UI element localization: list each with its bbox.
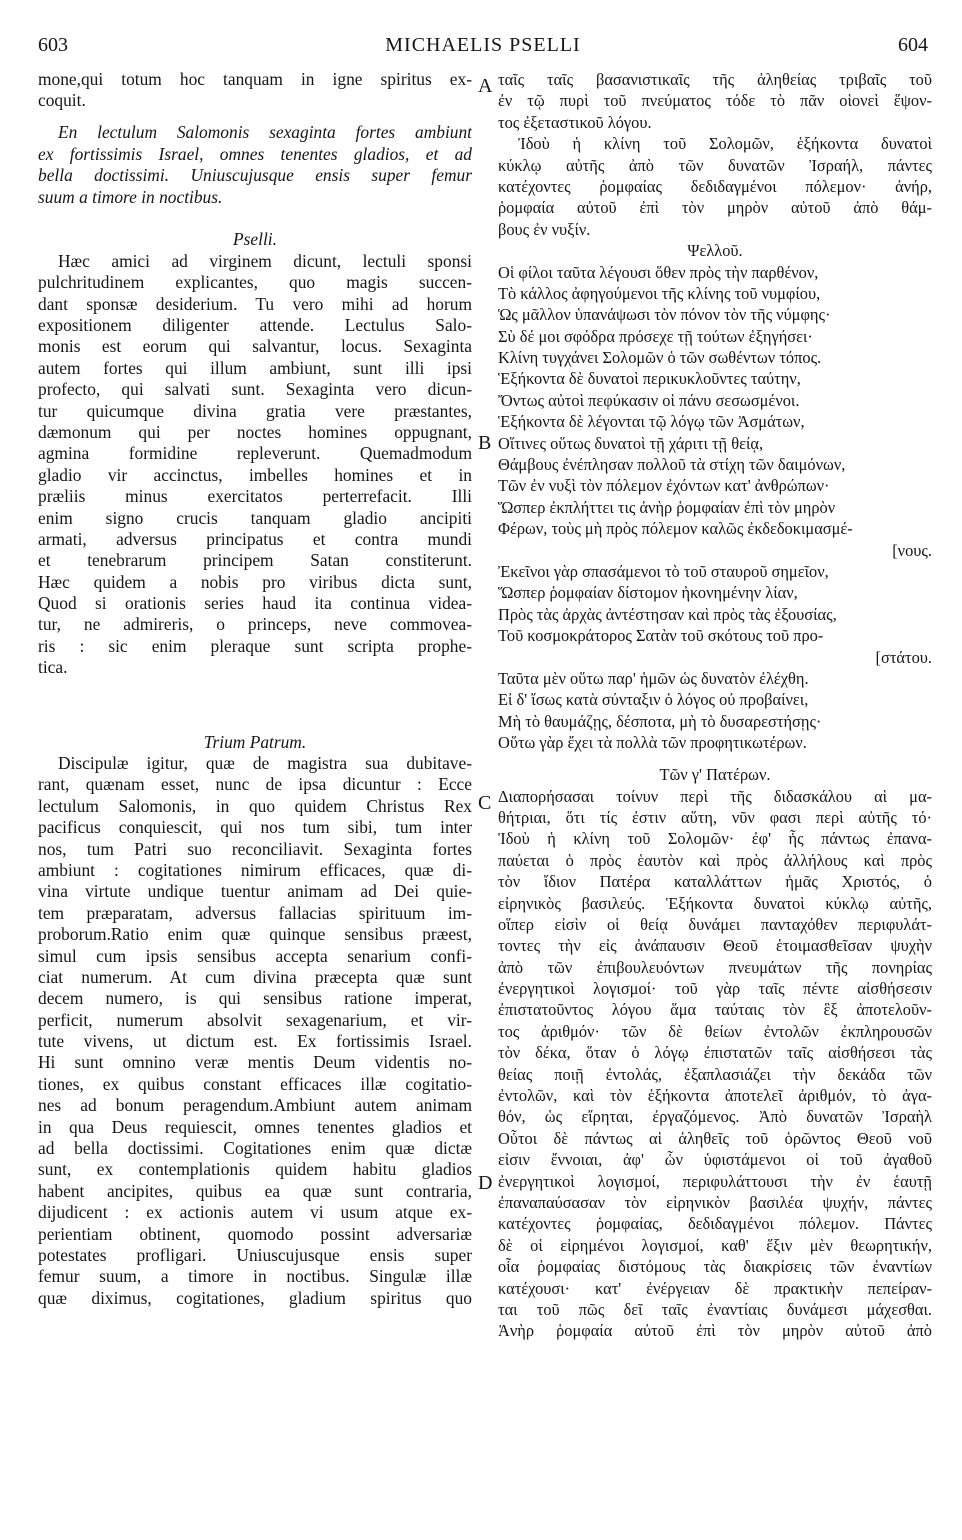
text-line: expositionem diligenter attende. Lectulus Salo- <box>38 314 472 335</box>
text-line: tica. <box>38 657 68 678</box>
scripture-line: ῥομφαία αὐτοῦ ἐπὶ τὸν μηρὸν αὐτοῦ ἀπὸ θάμ- <box>498 198 932 218</box>
text-line: proborum.Ratio enim quæ quinque sensibus præest, <box>38 924 472 945</box>
scripture-line: Ἰδοὺ ἡ κλίνη τοῦ Σολομῶν, ἑξήκοντα δυνατοὶ <box>518 134 932 154</box>
text-line: ἐν τῷ πυρὶ τοῦ πνεύματος τόδε τὸ πᾶν οἱονεὶ ἕψον- <box>498 91 932 111</box>
text-line: nes ad bonum peragendum.Ambiunt autem animam <box>38 1095 472 1116</box>
text-line: enim signo crucis tanquam gladio ancipiti <box>38 507 472 528</box>
text-line: sunt, ex contemplationis quidem habitu gladios <box>38 1159 472 1180</box>
text-line: femur suum, a timore in noctibus. Singulæ illæ <box>38 1266 472 1287</box>
text-line: tem præparatam, adversus fallacias spirituum im- <box>38 902 472 923</box>
text-line: nos, tum Patri suo reconciliavit. Sexaginta fortes <box>38 838 472 859</box>
page-header <box>38 34 928 58</box>
scripture-line: κύκλῳ αὐτῆς ἀπὸ τῶν δυνατῶν Ἰσραήλ, πάντες <box>498 155 932 175</box>
margin-letter-d: D <box>478 1172 493 1194</box>
text-line: εἰρηνικὸς βασιλεύς. Ἑξήκοντα δυνατοὶ κύκλῳ αὐτῆς, <box>498 893 932 913</box>
page-number-left: 603 <box>38 34 68 56</box>
text-line: pacificus conquiescit, qui nos tum sibi, tum inter <box>38 817 472 838</box>
text-line: tiones, ex quibus constant efficaces illæ cogitatio- <box>38 1073 472 1094</box>
verse-line: Κλίνη τυγχάνει Σολομῶν ὁ τῶν σωθέντων τόπος. <box>498 348 822 368</box>
verse-line: Ἑξήκοντα δὲ λέγονται τῷ λόγῳ τῶν Ἀσμάτων, <box>498 412 805 432</box>
verse-continuation: [στάτου. <box>875 647 932 667</box>
text-line: ἐπαναπαύσασαν τὸν εἰρηνικὸν βασιλέα ψυχήν, πάντες <box>498 1193 932 1212</box>
verse-line: Σὺ δέ μοι σφόδρα πρόσεχε τῇ τούτων ἐξηγήσει· <box>498 326 813 346</box>
section-heading: Ψελλοῦ. <box>687 241 743 261</box>
margin-letter-c: C <box>478 792 492 814</box>
text-line: Ἀνὴρ ῥομφαία αὐτοῦ ἐπὶ τὸν μηρὸν αὐτοῦ ἀπὸ <box>498 1321 932 1341</box>
verse-line: Τὸ κάλλος ἀφηγούμενοι τῆς κλίνης τοῦ νυμφίου, <box>498 283 821 303</box>
verse-continuation: [νους. <box>892 540 932 560</box>
verse-line: Ἐκεῖνοι γὰρ σπασάμενοι τὸ τοῦ σταυροῦ σημεῖον, <box>498 561 829 581</box>
text-line: οἵπερ εἰσὶν οἱ θείᾳ δυνάμει πανταχόθεν περιφυλάτ- <box>498 914 932 934</box>
verse-line: Φέρων, τοὺς μὴ πρὸς πόλεμον καλῶς ἐκδεδοκιμασμέ- <box>498 519 853 539</box>
text-line: Hi sunt omnino veræ mentis Deum videntis no- <box>38 1052 472 1073</box>
verse-line: Θάμβους ἐνέπλησαν πολλοῦ τὰ στίχη τῶν δαιμόνων, <box>498 455 846 475</box>
text-line: ἀπὸ τῶν ἐπιβουλευόντων πνευμάτων τῆς πονηρίας <box>498 957 932 977</box>
scripture-line: bella doctissimi. Uniuscujusque ensis super femur <box>38 165 472 186</box>
scripture-line: suum a timore in noctibus. <box>38 186 223 207</box>
text-line: simul cum ipsis sensibus accepta senarium confi- <box>38 945 472 966</box>
text-line: Hæc quidem a nobis pro viribus dicta sunt, <box>38 571 472 592</box>
verse-line: Ὥσπερ ῥομφαίαν δίστομον ἠκονημένην λίαν, <box>498 583 798 603</box>
text-line: gladio vir accinctus, imbelles homines et in <box>38 464 472 485</box>
text-line: ἐπιστατοῦντος λόγου ἅμα ταύταις τὸν ἓξ ἀποτελοῦν- <box>498 1000 932 1020</box>
scripture-line: κατέχοντες ῥομφαίας δεδιδαγμένοι πόλεμον· ἀνήρ, <box>498 176 932 196</box>
text-line: perficit, numerum absolvit sexagenarium, et vir- <box>38 1009 472 1030</box>
scripture-line: βους ἐν νυξίν. <box>498 219 591 239</box>
text-line: tute vivens, ut dictum est. Ex fortissimis Israel. <box>38 1031 472 1052</box>
text-line: rant, quænam esset, nunc de ipsa dicuntur : Ecce <box>38 774 472 795</box>
text-line: οἷα ῥομφαίας διστόμους τὰς διακρίσεις τῶν ἐναντίων <box>498 1257 932 1277</box>
verse-line: Ὥσπερ ἐκπλήττει τις ἀνὴρ ῥομφαίαν ἐπὶ τὸν μηρὸν <box>498 497 836 517</box>
text-line: θόν, ὡς εἴρηται, ἐργαζόμενος. Ἀπὸ δυνατῶν Ἰσραὴλ <box>498 1107 932 1127</box>
verse-line: Πρὸς τὰς ἀρχὰς ἀντέστησαν καὶ πρὸς τὰς ἐξουσίας, <box>498 604 837 624</box>
text-line: mone,qui totum hoc tanquam in igne spiritus ex- <box>38 69 472 89</box>
text-line: τος ἀριθμόν· τῶν δὲ θείων ἐντολῶν ἐκπληρουσῶν <box>498 1021 932 1041</box>
verse-line: Οἵτινες οὕτως δυνατοὶ τῇ χάριτι τῇ θείᾳ, <box>498 433 764 453</box>
text-line: τὸν ἴδιον Πατέρα καταλλάττων ἡμᾶς Χριστός, ὁ <box>498 872 932 892</box>
text-line: tur quicumque divina gratia vere præstantes, <box>38 400 472 421</box>
text-line: Hæc amici ad virginem dicunt, lectuli sponsi <box>58 250 472 271</box>
text-line: ris : sic enim pleraque sunt scripta prophe- <box>38 635 472 656</box>
text-line: dæmonum qui per noctes homines oppugnant, <box>38 421 472 442</box>
text-line: quæ diximus, cogitationes, gladium spiritus quo <box>38 1287 472 1308</box>
verse-line: Ταῦτα μὲν οὕτω παρ' ἡμῶν ὡς δυνατὸν ἐλέχθη. <box>498 668 809 688</box>
text-line: εἰσιν ἔννοιαι, ἀφ' ὧν ὑφιστάμενοι οἱ τοῦ ἀγαθοῦ <box>498 1150 932 1170</box>
scripture-line: En lectulum Salomonis sexaginta fortes ambiunt <box>58 122 472 143</box>
text-line: dant sponsæ desiderium. Tu vero mihi ad horum <box>38 293 472 314</box>
verse-line: Ὡς μᾶλλον ὑπανάψωσι τὸν πόνον τὸν τῆς νύμφης· <box>498 305 831 325</box>
text-line: ταῖς ταῖς βασανιστικαῖς τῆς ἀληθείας τριβαῖς τοῦ <box>498 70 932 89</box>
section-heading: Pselli. <box>233 229 277 250</box>
text-line: decem numero, is qui sensibus ratione imperat, <box>38 988 472 1009</box>
greek-column <box>498 69 932 1342</box>
verse-line: Τοῦ κοσμοκράτορος Σατὰν τοῦ σκότους τοῦ προ- <box>498 626 824 646</box>
text-line: armati, adversus principatus et contra mundi <box>38 528 472 549</box>
text-line: δὲ οἱ εἰρημένοι λογισμοί, καθ' ἕξιν μὲν θεωρητικήν, <box>498 1235 932 1255</box>
verse-line: Ὄντως αὐτοὶ πεφύκασιν οἱ πάνυ σεσωσμένοι. <box>498 390 800 410</box>
text-line: Ἰδοὺ ἡ κλίνη τοῦ Σολομῶν· ἐφ' ἧς πάντως ἐπανα- <box>498 829 932 849</box>
text-line: ambiunt : cogitationes nimirum efficaces, quæ di- <box>38 859 472 880</box>
text-line: ἐντολῶν, καὶ τὸν ἑξήκοντα ἀποτελεῖ ἀριθμόν, τὸ ἀγα- <box>498 1086 932 1106</box>
verse-line: Μὴ τὸ θαυμάζῃς, δέσποτα, μὴ τὸ δυσαρεστήσῃς· <box>498 711 822 731</box>
text-line: autem fortes qui illum ambiunt, sunt illi ipsi <box>38 357 472 378</box>
text-line: agmina formidine repleverunt. Quemadmodum <box>38 443 472 464</box>
text-line: coquit. <box>38 90 86 111</box>
running-title: MICHAELIS PSELLI <box>385 34 581 56</box>
text-line: ciat numerum. At cum divina præcepta quæ sunt <box>38 966 472 987</box>
text-line: κατέχοντες ῥομφαίας, δεδιδαγμένοι πόλεμον. Πάντες <box>498 1214 932 1234</box>
text-line: τοντες τὴν εἰς ἀνάπαυσιν Θεοῦ ἑτοιμασθεῖσαν ψυχὴν <box>498 936 932 956</box>
text-line: vina virtute undique tuentur animam ad Dei quie- <box>38 881 472 902</box>
text-line: Discipulæ igitur, quæ de magistra sua dubitave- <box>58 753 472 774</box>
latin-column <box>38 69 472 1309</box>
text-line: tur, ne admireris, o princeps, neve commovea- <box>38 614 472 635</box>
text-line: κατέχουσι· κατ' ἐνέργειαν δὲ πρακτικὴν πεπείραν- <box>498 1278 932 1298</box>
verse-line: Οἱ φίλοι ταῦτα λέγουσι ὅθεν πρὸς τὴν παρθένον, <box>498 262 819 282</box>
margin-letter-b: B <box>478 432 492 454</box>
text-line: Quod si orationis series haud ita continua videa- <box>38 593 472 614</box>
section-heading: Τῶν γ' Πατέρων. <box>659 765 771 785</box>
text-line: potestates profligari. Uniuscujusque ensis super <box>38 1245 472 1265</box>
text-line: ad bella doctissimi. Cogitationes enim quæ dictæ <box>38 1138 472 1159</box>
verse-line: Οὕτω γὰρ ἔχει τὰ πολλὰ τῶν προφητικωτέρων. <box>498 733 807 753</box>
text-line: habent ancipites, quibus ea quæ sunt contraria, <box>38 1180 472 1201</box>
text-line: præliis minus exercitatos perterrefacit. Illi <box>38 486 472 507</box>
text-line: τὸν δέκα, ὅταν ὁ λόγῳ ἐπιστατῶν ταῖς αἰσθήσεσι τὰς <box>498 1043 932 1063</box>
scripture-line: ex fortissimis Israel, omnes tenentes gladios, et ad <box>38 143 472 164</box>
text-line: ἐνεργητικοὶ λογισμοί· τοῦ γὰρ ταῖς πέντε αἰσθήσεσιν <box>498 979 932 999</box>
text-line: dijudicent : ex actionis autem vi usum atque ex- <box>38 1202 472 1223</box>
text-line: monis est eorum qui salvantur, locus. Sexaginta <box>38 336 472 357</box>
text-line: θήτριαι, ὅτι τίς ἐστιν αὕτη, νῦν φασι περὶ αὐτῆς τό· <box>498 807 932 827</box>
text-line: profecto, qui salvati sunt. Sexaginta vero dicun- <box>38 379 472 400</box>
verse-line: Ἑξήκοντα δὲ δυνατοὶ περικυκλοῦντες ταύτην, <box>498 369 801 389</box>
text-line: ἐνεργητικοὶ λογισμοί, περιφυλάττουσι τὴν ἐν ἑαυτῇ <box>498 1171 932 1191</box>
text-line: Οὗτοι δὲ πάντως αἱ ἀληθεῖς τοῦ ὁρῶντος Θεοῦ νοῦ <box>498 1128 932 1148</box>
text-line: pulchritudinem explicantes, quo magis succen- <box>38 272 472 293</box>
verse-line: Τῶν ἐν νυξὶ τὸν πόλεμον ἐχόντων κατ' ἀνθρώπων· <box>498 476 830 496</box>
text-line: τος ἐξεταστικοῦ λόγου. <box>498 112 652 132</box>
verse-line: Εἰ δ' ἴσως κατὰ σύνταξιν ὁ λόγος οὐ προβαίνει, <box>498 690 809 710</box>
text-line: Διαπορήσασαι τοίνυν περὶ τῆς διδασκάλου αἱ μα- <box>498 786 932 806</box>
text-line: in qua Deus requiescit, omnes tenentes gladios et <box>38 1116 472 1137</box>
margin-letter-a: A <box>478 75 493 97</box>
text-line: lectulum Salomonis, in quo quidem Christus Rex <box>38 795 472 816</box>
text-line: et tenebrarum principem Satan constiterunt. <box>38 550 472 571</box>
text-line: ται τοῦ πῶς δεῖ ταῖς ἐναντίαις δυνάμεσι μάχεσθαι. <box>498 1299 932 1319</box>
text-line: παύεται ὁ πρὸς ἑαυτὸν καὶ πρὸς ἀλλήλους καὶ πρὸς <box>498 850 932 870</box>
text-line: θείας ποιῇ ἐντολάς, ἐξαπλασιάζει τὴν δεκάδα τῶν <box>498 1064 932 1084</box>
text-line: perientiam obtinent, quomodo possint adversariæ <box>38 1223 472 1244</box>
section-heading: Trium Patrum. <box>203 731 307 752</box>
page-number-right: 604 <box>898 34 928 56</box>
